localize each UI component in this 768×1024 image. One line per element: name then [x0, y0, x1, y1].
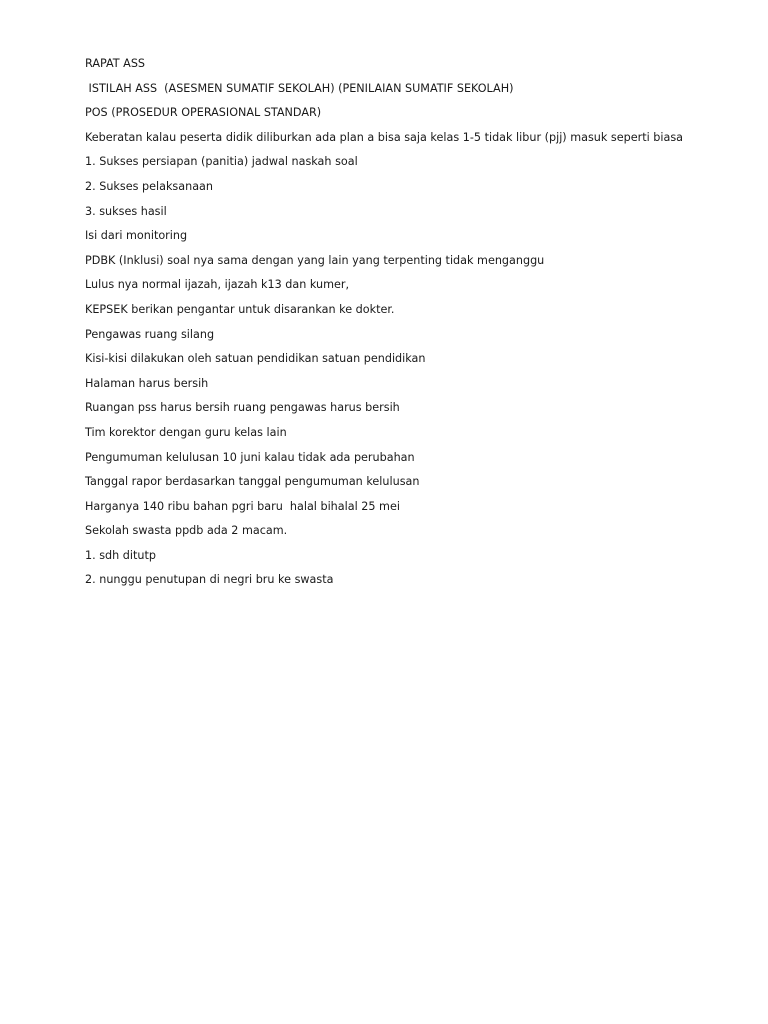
text-line: PDBK (Inklusi) soal nya sama dengan yang lain yang terpenting tidak menganggu	[85, 253, 545, 267]
list-item: 1. sdh ditutp	[85, 548, 156, 562]
text-line: Harganya 140 ribu bahan pgri baru halal bihalal 25 mei	[85, 499, 400, 513]
text-line: Pengumuman kelulusan 10 juni kalau tidak ada perubahan	[85, 450, 415, 464]
text-line: KEPSEK berikan pengantar untuk disarankan ke dokter.	[85, 302, 395, 316]
text-line: Lulus nya normal ijazah, ijazah k13 dan kumer,	[85, 278, 350, 292]
list-item: 2. nunggu penutupan di negri bru ke swasta	[85, 573, 334, 587]
list-item: 1. Sukses persiapan (panitia) jadwal naskah soal	[85, 155, 358, 169]
list-item: 3. sukses hasil	[85, 204, 167, 218]
document-title: RAPAT ASS	[85, 57, 146, 70]
text-line: Sekolah swasta ppdb ada 2 macam.	[85, 524, 288, 538]
text-line: Kisi-kisi dilakukan oleh satuan pendidikan satuan pendidikan	[85, 352, 426, 366]
text-line: Tanggal rapor berdasarkan tanggal pengumuman kelulusan	[85, 475, 420, 489]
text-line: Keberatan kalau peserta didik diliburkan ada plan a bisa saja kelas 1-5 tidak libur (pjj) masuk seperti biasa	[85, 130, 684, 144]
list-item: 2. Sukses pelaksanaan	[85, 179, 214, 193]
text-line: Pengawas ruang silang	[85, 327, 215, 341]
text-line: ISTILAH ASS (ASESMEN SUMATIF SEKOLAH) (PENILAIAN SUMATIF SEKOLAH)	[85, 81, 514, 95]
text-line: Halaman harus bersih	[85, 376, 209, 390]
text-line: Ruangan pss harus bersih ruang pengawas harus bersih	[85, 401, 400, 415]
text-line: Tim korektor dengan guru kelas lain	[85, 425, 287, 439]
text-line: Isi dari monitoring	[85, 229, 188, 243]
document-body	[85, 56, 725, 597]
text-line: POS (PROSEDUR OPERASIONAL STANDAR)	[85, 106, 322, 120]
